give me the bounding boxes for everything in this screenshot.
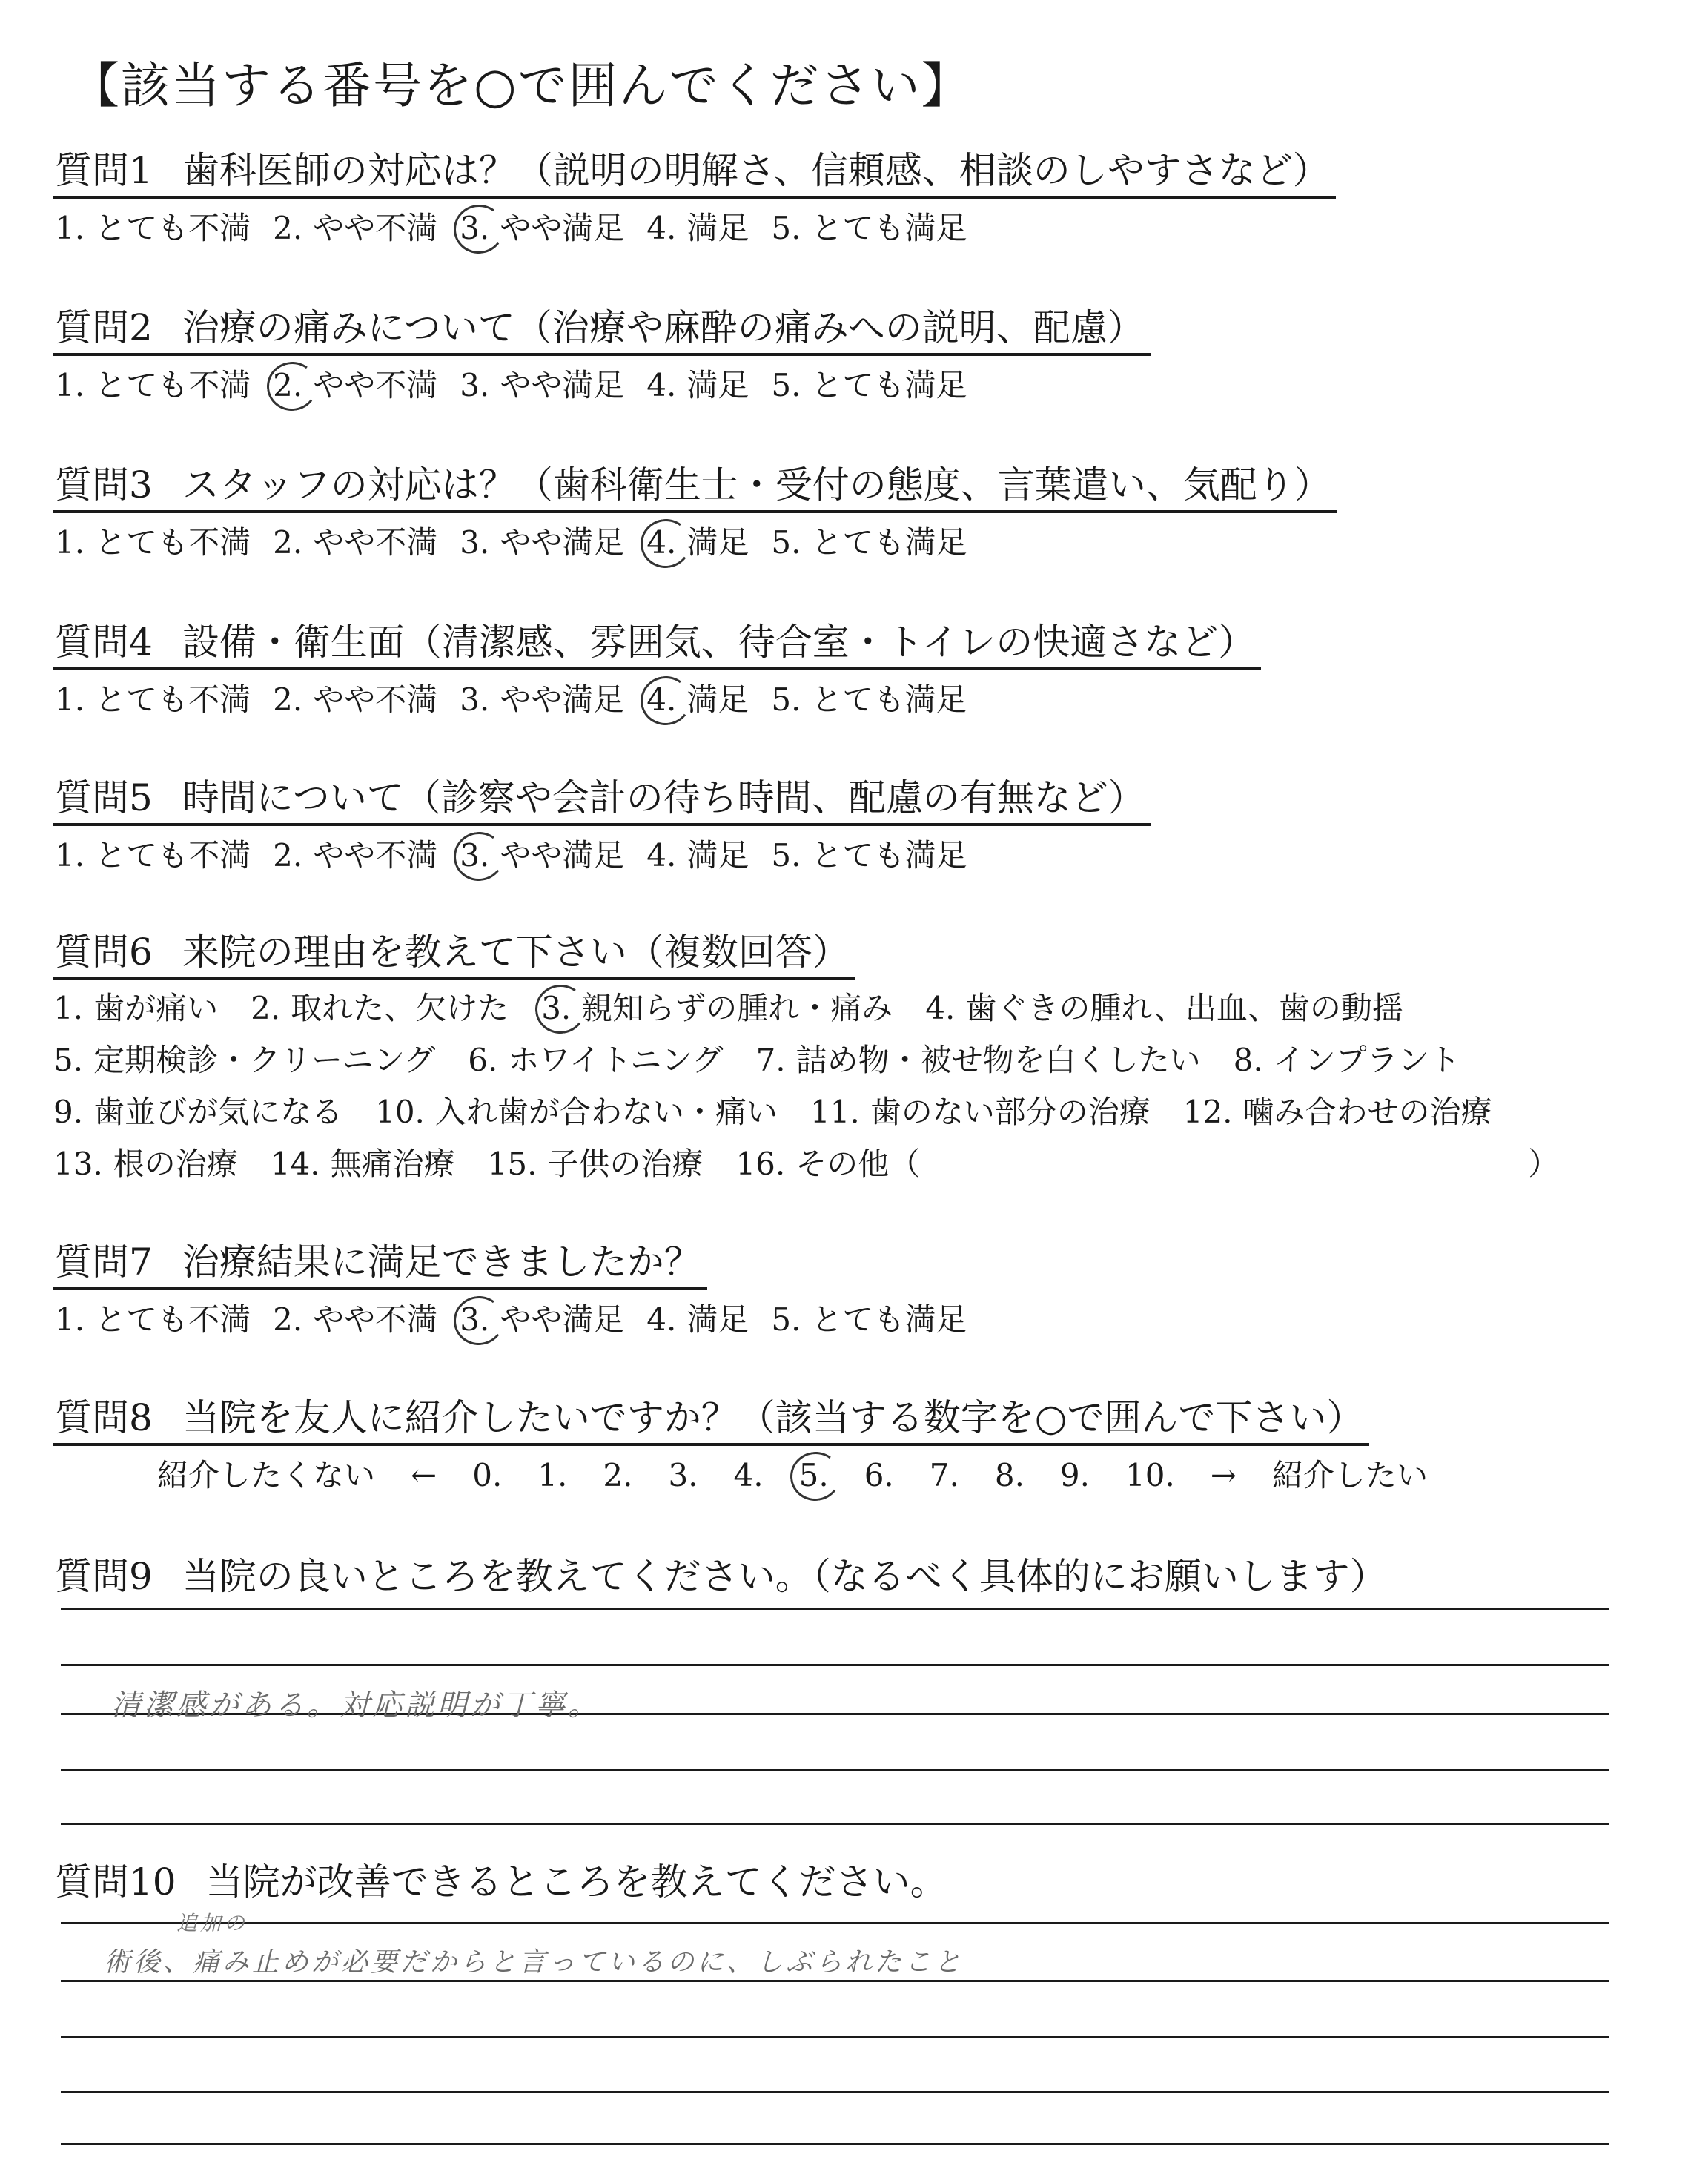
scale-option-0[interactable]: [472, 1455, 502, 1496]
visit-reason-7[interactable]: [756, 1040, 1201, 1081]
scale-option-6[interactable]: [864, 1455, 894, 1496]
handwritten-answer-q9: 清潔感がある。対応説明が丁寧。: [111, 1688, 600, 1723]
ruled-line: [61, 2036, 1609, 2038]
option-label: 歯のない部分の治療: [870, 1094, 1151, 1130]
question-number: 質問6: [55, 931, 153, 974]
option-label: 詰め物・被せ物を白くしたい: [795, 1042, 1201, 1078]
satisfaction-options: [53, 208, 1336, 249]
option-label: とても不満: [95, 210, 251, 246]
option-3[interactable]: [460, 1299, 624, 1341]
scale-option-3[interactable]: [668, 1455, 698, 1496]
option-label: やや不満: [313, 1301, 438, 1338]
option-label: やや不満: [313, 367, 438, 403]
selection-circle: [787, 1449, 844, 1505]
question-number: 質問10: [55, 1860, 176, 1903]
option-label: インプラント: [1273, 1042, 1460, 1078]
handwritten-insert-q10: 追加の: [176, 1911, 248, 1935]
option-label: 定期検診・クリーニング: [93, 1042, 436, 1078]
option-label: 入れ歯が合わない・痛い: [434, 1094, 778, 1130]
satisfaction-options: [53, 679, 1261, 721]
option-2[interactable]: [273, 835, 437, 876]
option-4[interactable]: [646, 835, 749, 876]
scale-value: 7.: [929, 1457, 959, 1493]
question-text: 治療の痛みについて（治療や麻酔の痛みへの説明、配慮）: [182, 306, 1145, 349]
ruled-line: [61, 1664, 1609, 1666]
option-1[interactable]: [55, 365, 251, 406]
option-3[interactable]: [460, 208, 624, 249]
option-4[interactable]: [646, 1299, 749, 1341]
option-label: やや満足: [500, 210, 625, 246]
option-label: とても満足: [811, 210, 967, 246]
option-label: 歯が痛い: [93, 990, 219, 1026]
option-2[interactable]: [273, 522, 437, 564]
option-label: とても満足: [811, 837, 967, 873]
visit-reason-13[interactable]: [53, 1143, 238, 1185]
satisfaction-options: [53, 522, 1337, 564]
scale-right-arrow: →: [1210, 1457, 1237, 1493]
option-number: 1.: [55, 837, 85, 873]
option-number: 14.: [270, 1146, 320, 1182]
option-5[interactable]: [771, 835, 967, 876]
option-number: 7.: [755, 1042, 786, 1078]
option-5[interactable]: [771, 679, 967, 721]
option-4[interactable]: [646, 208, 749, 249]
option-label: 歯ぐきの腫れ、出血、歯の動揺: [965, 990, 1403, 1026]
scale-value: 4.: [733, 1457, 764, 1493]
scale-value: 6.: [864, 1457, 894, 1493]
option-number: 4.: [646, 367, 677, 403]
option-label: とても不満: [95, 367, 251, 403]
option-3[interactable]: [460, 679, 624, 721]
option-number: 2.: [273, 367, 303, 403]
scale-value: 2.: [603, 1457, 633, 1493]
option-4[interactable]: [646, 365, 749, 406]
ruled-line: [61, 1769, 1609, 1771]
option-number: 11.: [810, 1094, 860, 1130]
ruled-line: [61, 1922, 1609, 1924]
option-3[interactable]: [460, 365, 624, 406]
question-text: 時間について（診察や会計の待ち時間、配慮の有無など）: [182, 776, 1145, 819]
visit-reason-1[interactable]: [53, 988, 218, 1029]
option-number: 15.: [487, 1146, 537, 1182]
question-text: 来院の理由を教えて下さい（複数回答）: [182, 931, 850, 974]
visit-reason-10[interactable]: [375, 1091, 778, 1133]
question-heading: [53, 463, 1337, 513]
option-label: 満足: [686, 1301, 749, 1338]
scale-option-5[interactable]: [799, 1455, 829, 1496]
option-number: 2.: [273, 1301, 303, 1338]
option-number: 1.: [55, 524, 85, 561]
option-label: やや満足: [500, 367, 625, 403]
scale-value: 0.: [472, 1457, 503, 1493]
ruled-line: [61, 1608, 1609, 1610]
visit-reason-5[interactable]: [53, 1040, 435, 1081]
visit-reason-3[interactable]: [541, 988, 893, 1029]
visit-reason-2[interactable]: [251, 988, 509, 1029]
question-heading: [53, 148, 1336, 199]
option-5[interactable]: [771, 522, 967, 564]
scale-option-8[interactable]: [995, 1455, 1025, 1496]
option-number: 2.: [251, 990, 281, 1026]
option-label: 歯並びが気になる: [93, 1094, 343, 1130]
question-8: [53, 1396, 1428, 1496]
question-text: 治療結果に満足できましたか？: [182, 1241, 701, 1284]
option-label: とても満足: [811, 367, 967, 403]
scale-option-10[interactable]: [1125, 1455, 1175, 1496]
question-text: 設備・衛生面（清潔感、雰囲気、待合室・トイレの快適さなど）: [182, 621, 1256, 664]
question-5: [53, 776, 1151, 876]
scale-value: 1.: [537, 1457, 568, 1493]
question-number: 質問3: [55, 463, 153, 506]
option-label: やや不満: [313, 837, 438, 873]
option-number: 2.: [273, 524, 303, 561]
visit-reason-6[interactable]: [468, 1040, 723, 1081]
option-label: やや満足: [500, 837, 625, 873]
visit-reason-9[interactable]: [53, 1091, 342, 1133]
scale-value: 5.: [798, 1457, 829, 1493]
scale-left-label: 紹介したくない: [157, 1457, 376, 1493]
question-1: [53, 148, 1336, 249]
option-number: 13.: [53, 1146, 103, 1182]
option-2[interactable]: [273, 208, 437, 249]
option-number: 5.: [771, 210, 801, 246]
option-number: 9.: [53, 1094, 84, 1130]
question-text: スタッフの対応は？（歯科衛生士・受付の態度、言葉遣い、気配り）: [182, 463, 1331, 506]
question-9: [53, 1554, 1393, 1602]
question-text: 歯科医師の対応は？（説明の明解さ、信頼感、相談のしやすさなど）: [182, 149, 1330, 192]
option-number: 16.: [735, 1146, 786, 1182]
scale-right-label: 紹介したい: [1272, 1457, 1429, 1493]
question-heading: [53, 1860, 953, 1907]
option-number: 3.: [460, 367, 490, 403]
option-label: やや不満: [313, 524, 438, 561]
option-label: 根の治療: [113, 1146, 238, 1182]
scale-value: 3.: [668, 1457, 698, 1493]
question-10: [53, 1860, 953, 1907]
option-number: 1.: [53, 990, 84, 1026]
option-3[interactable]: [460, 522, 624, 564]
option-number: 6.: [468, 1042, 498, 1078]
option-number: 1.: [55, 367, 85, 403]
visit-reason-15[interactable]: [488, 1143, 704, 1185]
question-heading: [53, 305, 1151, 356]
option-number: 5.: [771, 524, 801, 561]
option-label: 親知らずの腫れ・痛み: [581, 990, 893, 1026]
question-text: 当院が改善できるところを教えてください。: [205, 1860, 947, 1903]
scale-value: 9.: [1059, 1457, 1090, 1493]
option-label: 噛み合わせの治療: [1242, 1094, 1492, 1130]
option-2[interactable]: [273, 679, 437, 721]
option-3[interactable]: [460, 835, 624, 876]
satisfaction-options: [53, 835, 1151, 876]
option-2[interactable]: [273, 365, 437, 406]
scale-value: 8.: [994, 1457, 1025, 1493]
option-label: その他（: [795, 1146, 921, 1182]
scale-value: 10.: [1125, 1457, 1175, 1493]
option-number: 1.: [55, 1301, 85, 1338]
option-label: 満足: [686, 681, 749, 718]
option-number: 5.: [771, 1301, 801, 1338]
option-number: 3.: [541, 990, 572, 1026]
option-number: 2.: [273, 837, 303, 873]
question-heading: [53, 776, 1151, 826]
ruled-line: [61, 1980, 1609, 1982]
option-label: ホワイトニング: [508, 1042, 724, 1078]
option-number: 3.: [460, 837, 490, 873]
option-5[interactable]: [771, 1299, 967, 1341]
option-number: 2.: [273, 681, 303, 718]
option-label: とても不満: [95, 1301, 251, 1338]
option-number: 2.: [273, 210, 303, 246]
other-close-paren: ）: [1528, 1146, 1560, 1182]
question-7: [53, 1240, 967, 1341]
option-number: 4.: [646, 524, 677, 561]
scale-option-1[interactable]: [537, 1455, 567, 1496]
option-label: とても満足: [811, 524, 967, 561]
satisfaction-options: [53, 1299, 967, 1341]
option-label: 満足: [686, 524, 749, 561]
option-label: 子供の治療: [547, 1146, 704, 1182]
option-4[interactable]: [646, 679, 749, 721]
question-heading: [53, 930, 855, 980]
satisfaction-options: [53, 365, 1151, 406]
handwritten-answer-q10: 術後、痛み止めが必要だからと言っているのに、しぶられたこと: [104, 1947, 964, 1978]
recommend-scale: [53, 1455, 1428, 1496]
option-label: 満足: [686, 367, 749, 403]
question-heading: [53, 1396, 1369, 1446]
option-1[interactable]: [55, 1299, 251, 1341]
option-number: 10.: [375, 1094, 425, 1130]
question-heading: [53, 1240, 707, 1290]
visit-reason-14[interactable]: [271, 1143, 455, 1185]
scale-option-2[interactable]: [603, 1455, 632, 1496]
option-5[interactable]: [771, 365, 967, 406]
option-label: とても不満: [95, 524, 251, 561]
question-text: 当院の良いところを教えてください。（なるべく具体的にお願いします）: [182, 1555, 1387, 1598]
question-number: 質問4: [55, 621, 153, 664]
option-number: 4.: [646, 210, 677, 246]
question-number: 質問9: [55, 1555, 153, 1598]
question-number: 質問7: [55, 1241, 153, 1284]
question-number: 質問8: [55, 1396, 153, 1439]
option-label: とても不満: [95, 837, 251, 873]
option-number: 1.: [55, 210, 85, 246]
question-number: 質問1: [55, 149, 153, 192]
option-number: 4.: [646, 1301, 677, 1338]
option-1[interactable]: [55, 208, 251, 249]
option-label: 取れた、欠けた: [291, 990, 509, 1026]
option-label: やや不満: [313, 210, 438, 246]
option-number: 4.: [646, 681, 677, 718]
question-heading: [53, 1554, 1393, 1602]
option-label: 満足: [686, 837, 749, 873]
question-number: 質問5: [55, 776, 153, 819]
option-number: 4.: [646, 837, 677, 873]
option-number: 3.: [460, 681, 490, 718]
visit-reason-16[interactable]: [735, 1143, 1559, 1185]
option-5[interactable]: [771, 208, 967, 249]
option-number: 3.: [460, 210, 490, 246]
visit-reason-8[interactable]: [1234, 1040, 1460, 1081]
ruled-line: [61, 2143, 1609, 2145]
question-text: 当院を友人に紹介したいですか？（該当する数字を○で囲んで下さい）: [182, 1396, 1364, 1439]
visit-reason-options: [53, 988, 1669, 1185]
option-label: とても満足: [811, 681, 967, 718]
visit-reason-4[interactable]: [925, 988, 1403, 1029]
option-1[interactable]: [55, 522, 251, 564]
option-number: 5.: [771, 367, 801, 403]
option-2[interactable]: [273, 1299, 437, 1341]
option-number: 3.: [460, 524, 490, 561]
scale-option-4[interactable]: [734, 1455, 764, 1496]
option-4[interactable]: [646, 522, 749, 564]
option-1[interactable]: [55, 679, 251, 721]
question-4: [53, 620, 1261, 721]
option-number: 5.: [771, 681, 801, 718]
option-number: 5.: [771, 837, 801, 873]
scale-left-arrow: ←: [411, 1457, 437, 1493]
option-label: 満足: [686, 210, 749, 246]
form-title: 【該当する番号を○で囲んでください】: [70, 57, 972, 114]
option-number: 4.: [925, 990, 956, 1026]
option-label: やや不満: [313, 681, 438, 718]
ruled-line: [61, 2091, 1609, 2093]
option-label: やや満足: [500, 524, 625, 561]
scale-option-7[interactable]: [930, 1455, 959, 1496]
option-number: 5.: [53, 1042, 84, 1078]
option-label: とても不満: [95, 681, 251, 718]
ruled-line: [61, 1823, 1609, 1825]
option-number: 8.: [1233, 1042, 1263, 1078]
scale-option-9[interactable]: [1060, 1455, 1090, 1496]
option-label: 無痛治療: [330, 1146, 455, 1182]
option-number: 1.: [55, 681, 85, 718]
option-number: 12.: [1182, 1094, 1233, 1130]
option-label: とても満足: [811, 1301, 967, 1338]
question-2: [53, 305, 1151, 406]
question-heading: [53, 620, 1261, 670]
question-3: [53, 463, 1337, 564]
visit-reason-12[interactable]: [1183, 1091, 1492, 1133]
option-number: 3.: [460, 1301, 490, 1338]
question-6: [53, 930, 1669, 1185]
question-number: 質問2: [55, 306, 153, 349]
option-label: やや満足: [500, 681, 625, 718]
visit-reason-11[interactable]: [810, 1091, 1151, 1133]
option-label: やや満足: [500, 1301, 625, 1338]
option-1[interactable]: [55, 835, 251, 876]
